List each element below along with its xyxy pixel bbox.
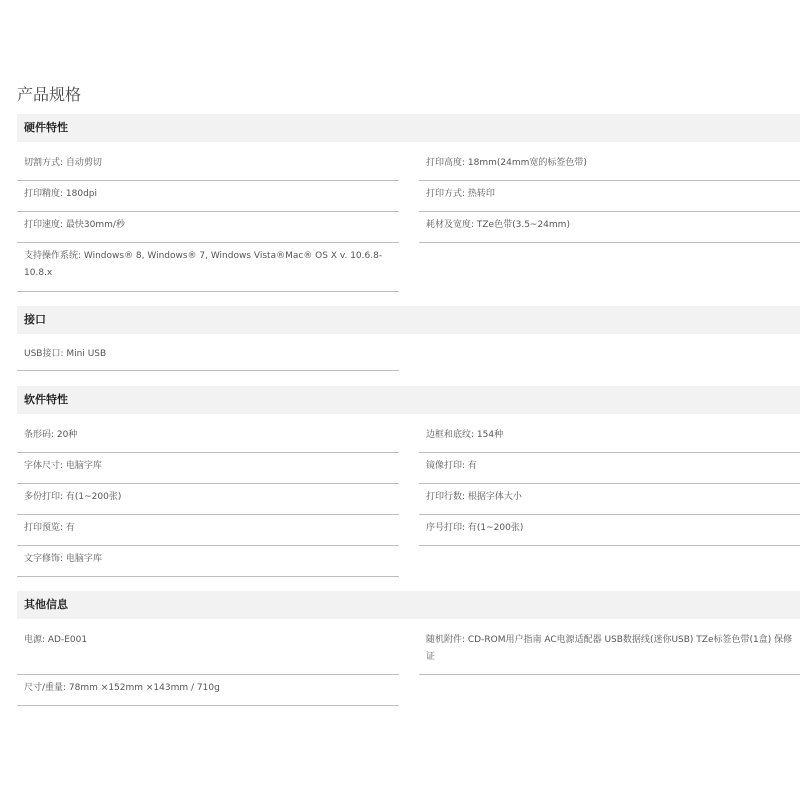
spec-cell: 打印行数: 根据字体大小 <box>419 489 800 515</box>
spec-cell: USB接口: Mini USB <box>17 346 399 371</box>
spec-cell: 打印精度: 180dpi <box>17 186 399 212</box>
spec-cell: 随机附件: CD-ROM用户指南 AC电源适配器 USB数据线(迷你USB) TZe标签色带(1盒) 保修证 <box>419 632 800 675</box>
spec-cell: 尺寸/重量: 78mm ×152mm ×143mm / 710g <box>17 680 399 706</box>
spec-cell: 打印高度: 18mm(24mm宽的标签色带) <box>419 155 800 181</box>
spec-cell: 多份打印: 有(1~200张) <box>17 489 399 515</box>
spec-cell: 打印预览: 有 <box>17 520 399 546</box>
spec-cell: 打印方式: 热转印 <box>419 186 800 212</box>
spec-cell: 镜像打印: 有 <box>419 458 800 484</box>
spec-cell: 文字修饰: 电脑字库 <box>17 551 399 577</box>
section-header-other: 其他信息 <box>17 591 800 619</box>
spec-cell: 支持操作系统: Windows® 8, Windows® 7, Windows Vista®Mac® OS X v. 10.6.8-10.8.x <box>17 248 399 292</box>
spec-cell: 耗材及宽度: TZe色带(3.5~24mm) <box>419 217 800 243</box>
spec-cell: 字体尺寸: 电脑字库 <box>17 458 399 484</box>
section-header-hardware: 硬件特性 <box>17 114 800 142</box>
spec-cell: 切割方式: 自动剪切 <box>17 155 399 181</box>
spec-cell: 边框和底纹: 154种 <box>419 427 800 453</box>
spec-cell: 序号打印: 有(1~200张) <box>419 520 800 546</box>
spec-cell: 条形码: 20种 <box>17 427 399 453</box>
section-header-software: 软件特性 <box>17 386 800 414</box>
section-header-interface: 接口 <box>17 306 800 334</box>
spec-cell: 电源: AD-E001 <box>17 632 399 675</box>
spec-cell: 打印速度: 最快30mm/秒 <box>17 217 399 243</box>
page-title: 产品规格 <box>17 85 82 104</box>
